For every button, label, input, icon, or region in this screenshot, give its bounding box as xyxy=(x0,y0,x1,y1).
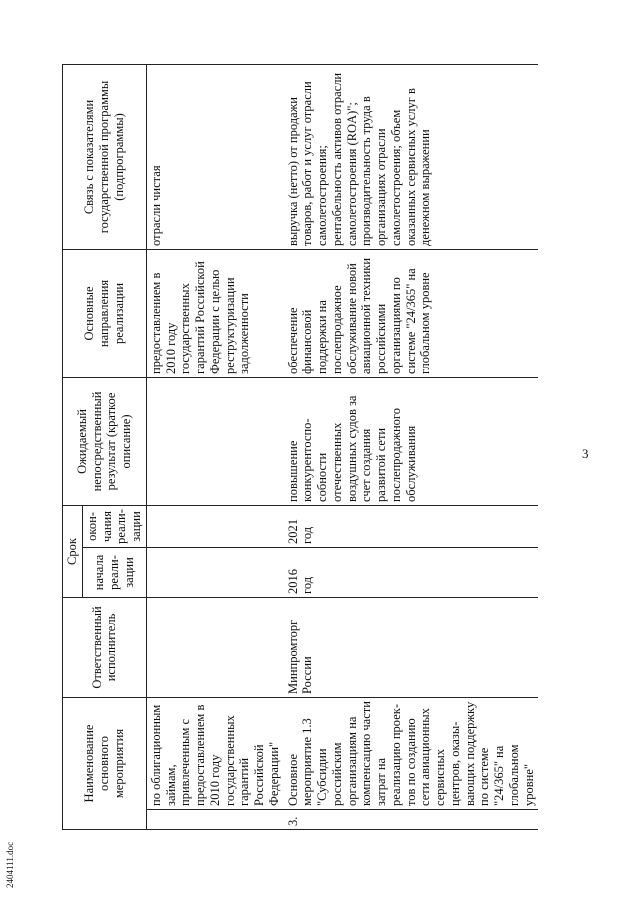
end-year: 2021 год xyxy=(284,505,539,547)
header-start: начала реали-зации xyxy=(82,547,146,597)
executor xyxy=(146,597,283,697)
header-end: окон-чания реали-зации xyxy=(82,505,146,547)
table-row xyxy=(146,64,283,829)
expected-result: повышение конкурентоспо-собности отечественных воздушных судов за счет создания развитой сети послепродажного обслуживания xyxy=(284,377,539,505)
activity-name: по облигационным займам, привлеченным с предоставлением в 2010 году государственных гарантий Российской Федерации" xyxy=(146,697,283,809)
main-directions: предоставлением в 2010 году государственных гарантий Российской Федерации с целью реструктуризации задолженности xyxy=(146,249,283,377)
expected-result xyxy=(146,377,283,505)
executor: Минпромторг России xyxy=(284,597,539,697)
row-number xyxy=(146,810,283,830)
table-row xyxy=(284,64,539,829)
main-directions: обеспечение финансовой поддержки на послепродажное обслуживание новой авиационной техники российскими организациями по системе "24/365" на глобальном уровне xyxy=(284,249,539,377)
indicators-link: выручка (нетто) от продажи товаров, работ и услуг отрасли самолетостроения; рентабельность активов отрасли самолетостроения (ROA)"; производительность труда в организациях отрасли самолетостроения; объем оказанных сервисных услуг в денежном выражении xyxy=(284,64,539,249)
page-number: 3 xyxy=(582,446,589,461)
document-table-area xyxy=(62,65,592,830)
header-indicators-link: Связь с показателями государственной программы (подпрограммы) xyxy=(63,64,147,249)
row-number: 3. xyxy=(284,810,539,830)
header-expected-result: Ожидаемый непосредственный результат (краткое описание) xyxy=(63,377,147,505)
activity-name: Основное мероприятие 1.3 "Субсидии российским организациям на компенсацию части затрат на реализацию проек-тов по созданию сети авиационных сервисных центров, оказы-вающих поддержку по системе "24/365" на глобальном уровне" xyxy=(284,697,539,809)
end-year xyxy=(146,505,283,547)
header-term-group: Срок xyxy=(63,505,83,597)
header-executor: Ответственный исполнитель xyxy=(63,597,147,697)
rotated-table-container xyxy=(62,65,592,830)
start-year xyxy=(146,547,283,597)
indicators-link: отрасли чистая xyxy=(146,64,283,249)
start-year: 2016 год xyxy=(284,547,539,597)
footer-file-code: 2404111.doc xyxy=(5,841,15,888)
header-activity-name: Наименование основного мероприятия xyxy=(63,697,147,829)
header-main-directions: Основные направления реализации xyxy=(63,249,147,377)
program-activities-table xyxy=(62,64,538,830)
